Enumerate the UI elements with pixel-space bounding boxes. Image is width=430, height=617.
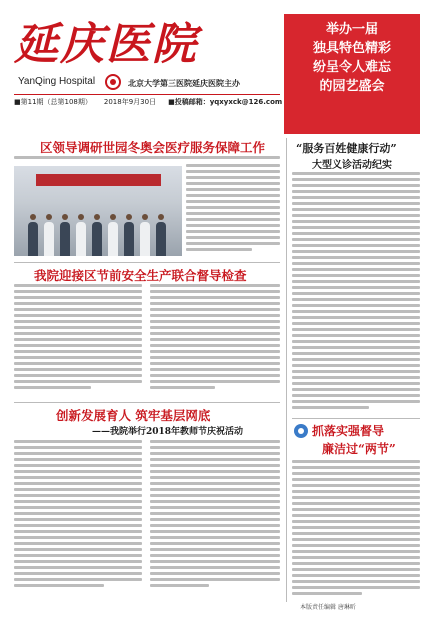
page-editor-credit: 本版责任编辑 唐琳昕 — [300, 604, 356, 611]
party-emblem-icon — [294, 424, 308, 438]
feature-line: 的园艺盛会 — [319, 79, 385, 94]
section-divider — [14, 262, 280, 263]
article-3-headline: 创新发展育人 筑牢基层网底 — [56, 408, 211, 423]
column-divider — [286, 138, 287, 602]
issue-bar — [14, 94, 283, 106]
article-3-body-left — [14, 440, 142, 596]
article-3-subheadline: ——我院举行2018年教师节庆祝活动 — [92, 427, 244, 437]
masthead-english: YanQing Hospital — [18, 76, 96, 87]
feature-line: 举办一届 — [325, 22, 378, 37]
feature-line: 纷呈令人难忘 — [312, 60, 391, 75]
section-divider — [292, 418, 420, 419]
masthead-title: 延庆医院 — [14, 19, 198, 70]
article-4-headline: “服务百姓健康行动” — [296, 142, 397, 155]
article-4-subheadline: 大型义诊活动纪实 — [312, 160, 392, 171]
article-1-photo — [14, 166, 182, 256]
article-1-headline: 区领导调研世园冬奥会医疗服务保障工作 — [40, 140, 266, 155]
article-5-headline-line2: 廉洁过“两节” — [322, 442, 396, 456]
masthead-organizer: 北京大学第三医院延庆医院主办 — [128, 79, 240, 88]
article-1-lead-text — [14, 156, 280, 164]
article-5-body — [292, 460, 420, 598]
article-5-headline-line1: 抓落实强督导 — [312, 424, 385, 438]
article-1-body-right — [186, 164, 280, 256]
issue-number: ■第11期（总第108期） — [14, 98, 92, 106]
article-3-body-right — [150, 440, 280, 596]
article-2-body-left — [14, 284, 142, 398]
section-divider — [14, 402, 280, 403]
hospital-emblem-icon — [105, 74, 121, 90]
feature-line: 独具特色精彩 — [312, 41, 391, 56]
submission-email: ■投稿邮箱：yqxyxck@126.com — [168, 98, 283, 106]
article-2-headline: 我院迎接区节前安全生产联合督导检查 — [34, 268, 247, 283]
issue-date: 2018年9月30日 — [103, 98, 157, 106]
feature-box — [284, 14, 420, 134]
article-2-body-right — [150, 284, 280, 398]
article-4-body — [292, 172, 420, 412]
